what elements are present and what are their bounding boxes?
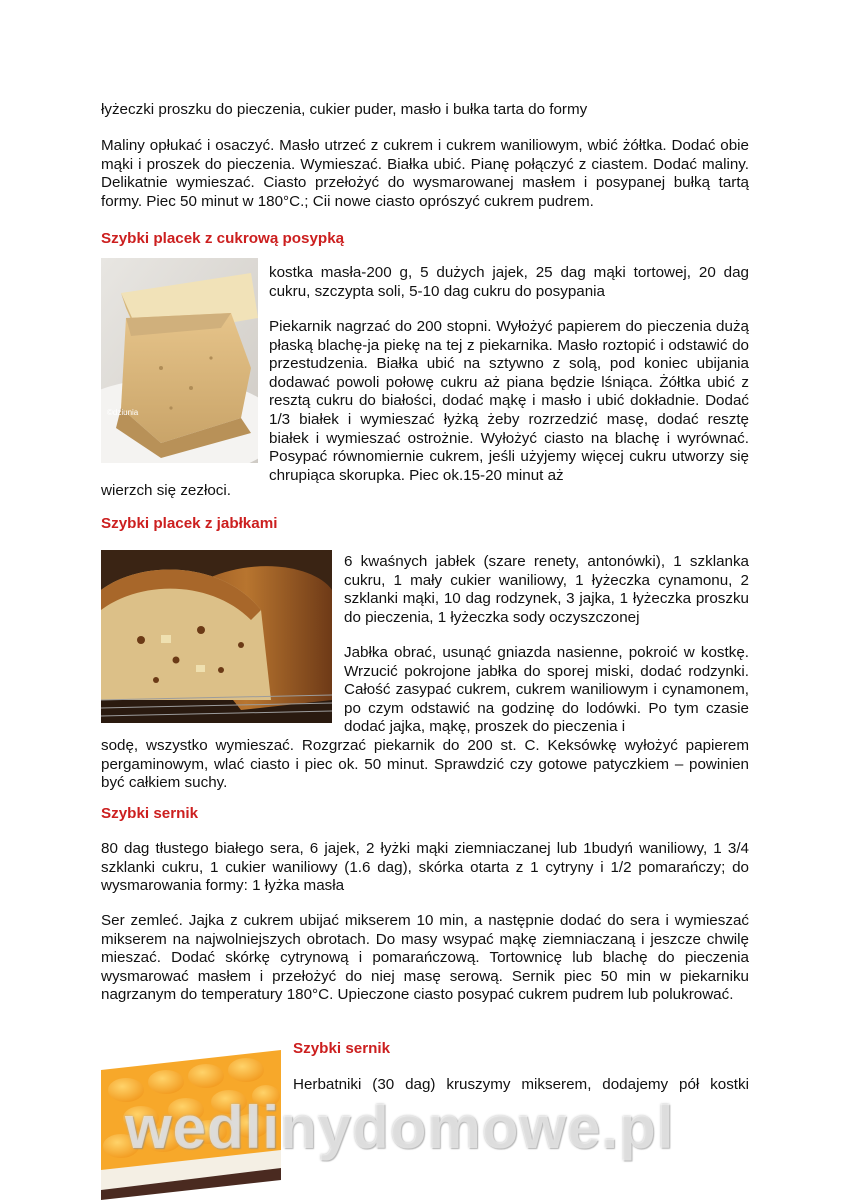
apple-cake-ingredients: 6 kwaśnych jabłek (szare renety, antonówki), 1 szklanka cukru, 1 mały cukier waniliowy, 1 łyżeczka cynamonu, 2 szklanki mąki, 10 dag rodzynek, 3 jajka, 1 łyżeczka proszku do pieczenia, 1 łyżeczka sody oczyszczonej (344, 553, 749, 626)
intro-method: Maliny opłukać i osaczyć. Masło utrzeć z cukrem i cukrem waniliowym, wbić żółtka. Dodać obie mąki i proszek do pieczenia. Wymieszać. Białka ubić. Pianę połączyć z ciastem. Dodać maliny. Delikatnie wymieszać. Ciasto przełożyć do wysmarowanej masłem i posypanej bułką tartą formy. Piec 50 minut w 180°C.; Cii nowe ciasto oprószyć cukrem pudrem. (101, 137, 749, 210)
cheesecake-ingredients: 80 dag tłustego białego sera, 6 jajek, 2 łyżki mąki ziemniaczanej lub 1budyń waniliowy, 1 3/4 szklanki cukru, 1 cukier waniliowy (1.6 dag), skórka otarta z 1 cytryny i 1/2 pomarańczy; do wysmarowania formy: 1 łyżka masła (101, 840, 749, 895)
apple-cake-illustration (101, 550, 332, 723)
recipe-title-sugar-cake: Szybki placek z cukrową posypką (101, 230, 345, 247)
site-watermark: wedlinydomowe.pl (125, 1094, 675, 1161)
recipe-title-cheesecake: Szybki sernik (101, 805, 199, 822)
apple-cake-method-end: sodę, wszystko wymieszać. Rozgrzać piekarnik do 200 st. C. Keksówkę wyłożyć papierem pergaminowym, wlać ciasto i piec ok. 50 minut. Sprawdzić czy gotowe patyczkiem – powinien być całkiem suchy. (101, 737, 749, 792)
sugar-cake-method: Piekarnik nagrzać do 200 stopni. Wyłożyć papierem do pieczenia dużą płaską blachę-ja piekę na tej z piekarnika. Masło roztopić i odstawić do przestudzenia. Białka ubić na sztywno z solą, pod koniec ubijania dodawać powoli połowę cukru aż piana będzie lśniąca. Żółtka ubić z resztą cukru do białości, dodać mąkę i masło i ubić dokładnie. Dodać 1/3 białek i wymieszać łyżką żeby rozrzedzić masę, dodać resztę białek i wymieszać ostrożnie. Wyłożyć ciasto na blachę i wyrównać. Posypać równomiernie cukrem, jeśli użyjemy więcej cukru utworzy się chrupiąca skorupka. Piec ok.15-20 minut aż (269, 318, 749, 484)
intro-ingredients: łyżeczki proszku do pieczenia, cukier puder, masło i bułka tarta do formy (101, 101, 588, 118)
cheesecake-method: Ser zemleć. Jajka z cukrem ubijać mikserem 10 min, a następnie dodać do sera i wymieszać mikserem na najwolniejszych obrotach. Do masy wsypać mąkę ziemniaczaną i jeszcze chwilę mieszać. Dodać skórkę cytrynową i pomarańczową. Tortownicę lub blachę do pieczenia wysmarować masłem i przełożyć do niej masę serową. Sernik piec 50 min w piekarniku nagrzanym do temperatury 180°C. Upieczone ciasto posypać cukrem pudrem lub polukrować. (101, 912, 749, 1004)
sugar-cake-method-end: wierzch się zezłoci. (101, 482, 231, 499)
sugar-cake-ingredients: kostka masła-200 g, 5 dużych jajek, 25 dag mąki tortowej, 20 dag cukru, szczypta soli, 5-10 dag cukru do posypania (269, 264, 749, 300)
apple-cake-method: Jabłka obrać, usunąć gniazda nasienne, pokroić w kostkę. Wrzucić pokrojone jabłka do sporej miski, dodać rodzynki. Całość zasypać cukrem, cukrem waniliowym i cynamonem, po czym odstawić na godzinę do lodówki. Po tym czasie dodać jajka, mąkę, proszek do pieczenia i (344, 644, 749, 736)
document-page (101, 0, 749, 1200)
apple-cake-photo (101, 550, 332, 723)
sugar-cake-illustration (101, 258, 258, 463)
recipe-title-apple-cake: Szybki placek z jabłkami (101, 515, 278, 532)
recipe-title-cheesecake-2: Szybki sernik (293, 1040, 391, 1057)
sugar-cake-photo (101, 258, 258, 463)
photo-copyright: ©dziunia (107, 408, 139, 417)
cheesecake-2-ingredients: Herbatniki (30 dag) kruszymy mikserem, dodajemy pół kostki (293, 1076, 749, 1093)
